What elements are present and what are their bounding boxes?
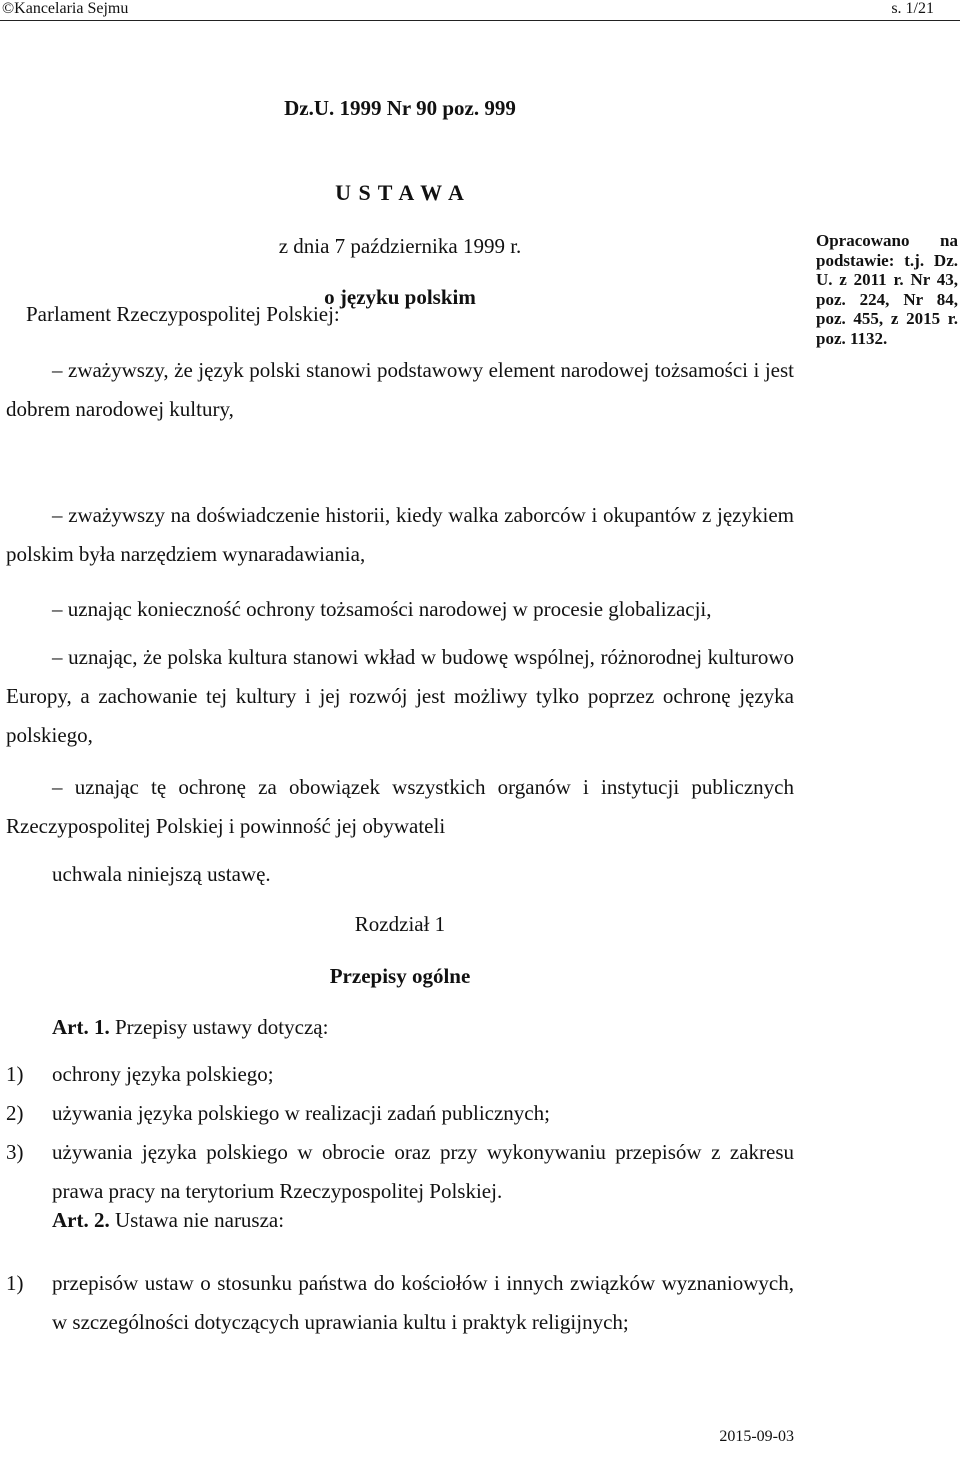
list-item (6, 1094, 794, 1133)
list-item-text: używania języka polskiego w obrocie oraz przy wykonywaniu przepisów z zakresu prawa pracy na terytorium Rzeczypospolitej Polskiej. (52, 1140, 794, 1203)
chapter-title: Przepisy ogólne (329, 964, 471, 988)
enacting-body: Parlament Rzeczypospolitej Polskiej: (26, 302, 340, 326)
chapter-number: Rozdział 1 (354, 912, 446, 936)
list-item-number: 2) (6, 1101, 24, 1125)
preamble-clause-5: – uznając tę ochronę za obowiązek wszystkich organów i instytucji publicznych Rzeczypospolitej Polskiej i powinność jej obywateli (6, 775, 794, 838)
list-item-number: 1) (6, 1271, 24, 1295)
enacting-clause: uchwala niniejszą ustawę. (52, 862, 271, 886)
preamble-clause-3: – uznając konieczność ochrony tożsamości narodowej w procesie globalizacji, (52, 597, 712, 621)
document-reference: Dz.U. 1999 Nr 90 poz. 999 (284, 96, 516, 120)
list-item-text: używania języka polskiego w realizacji zadań publicznych; (52, 1101, 550, 1125)
article-1-heading (52, 1015, 328, 1040)
list-item-text: przepisów ustaw o stosunku państwa do kościołów i innych związków wyznaniowych, w szczególności dotyczących uprawiania kultu i praktyk religijnych; (52, 1271, 794, 1334)
preamble-clause-2: – zważywszy na doświadczenie historii, kiedy walka zaborców i okupantów z językiem polskim była narzędziem wynaradawiania, (6, 503, 794, 566)
preamble-clause-4: – uznając, że polska kultura stanowi wkład w budowę wspólnej, różnorodnej kulturowo Europy, a zachowanie tej kultury i jej rozwój jest możliwy tylko poprzez ochronę języka polskiego, (6, 645, 794, 747)
preamble-clause-1: – zważywszy, że język polski stanowi podstawowy element narodowej tożsamości i jest dobrem narodowej kultury, (6, 358, 794, 421)
list-item (6, 1133, 794, 1211)
article-1-intro: Przepisy ustawy dotyczą: (114, 1015, 329, 1039)
act-date: z dnia 7 października 1999 r. (278, 234, 522, 258)
header-divider (0, 20, 960, 21)
act-subject: o języku polskim (324, 285, 476, 309)
side-note: Opracowano na podstawie: t.j. Dz. U. z 2011 r. Nr 43, poz. 224, Nr 84, poz. 455, z 2015 r. poz. 1132. (816, 231, 958, 348)
footer-date: 2015-09-03 (719, 1428, 794, 1445)
article-2-intro: Ustawa nie narusza: (114, 1208, 285, 1232)
page-header (0, 0, 960, 22)
list-item-text: ochrony języka polskiego; (52, 1062, 274, 1086)
list-item-number: 1) (6, 1062, 24, 1086)
article-1-label: Art. 1. (52, 1015, 110, 1039)
act-type: U S T A W A (335, 180, 465, 205)
header-page-number: s. 1/21 (891, 0, 934, 17)
article-2-heading (52, 1208, 284, 1233)
list-item-number: 3) (6, 1140, 24, 1164)
article-2-label: Art. 2. (52, 1208, 110, 1232)
list-item (6, 1055, 794, 1094)
list-item (6, 1264, 794, 1342)
header-source: ©Kancelaria Sejmu (2, 0, 129, 17)
